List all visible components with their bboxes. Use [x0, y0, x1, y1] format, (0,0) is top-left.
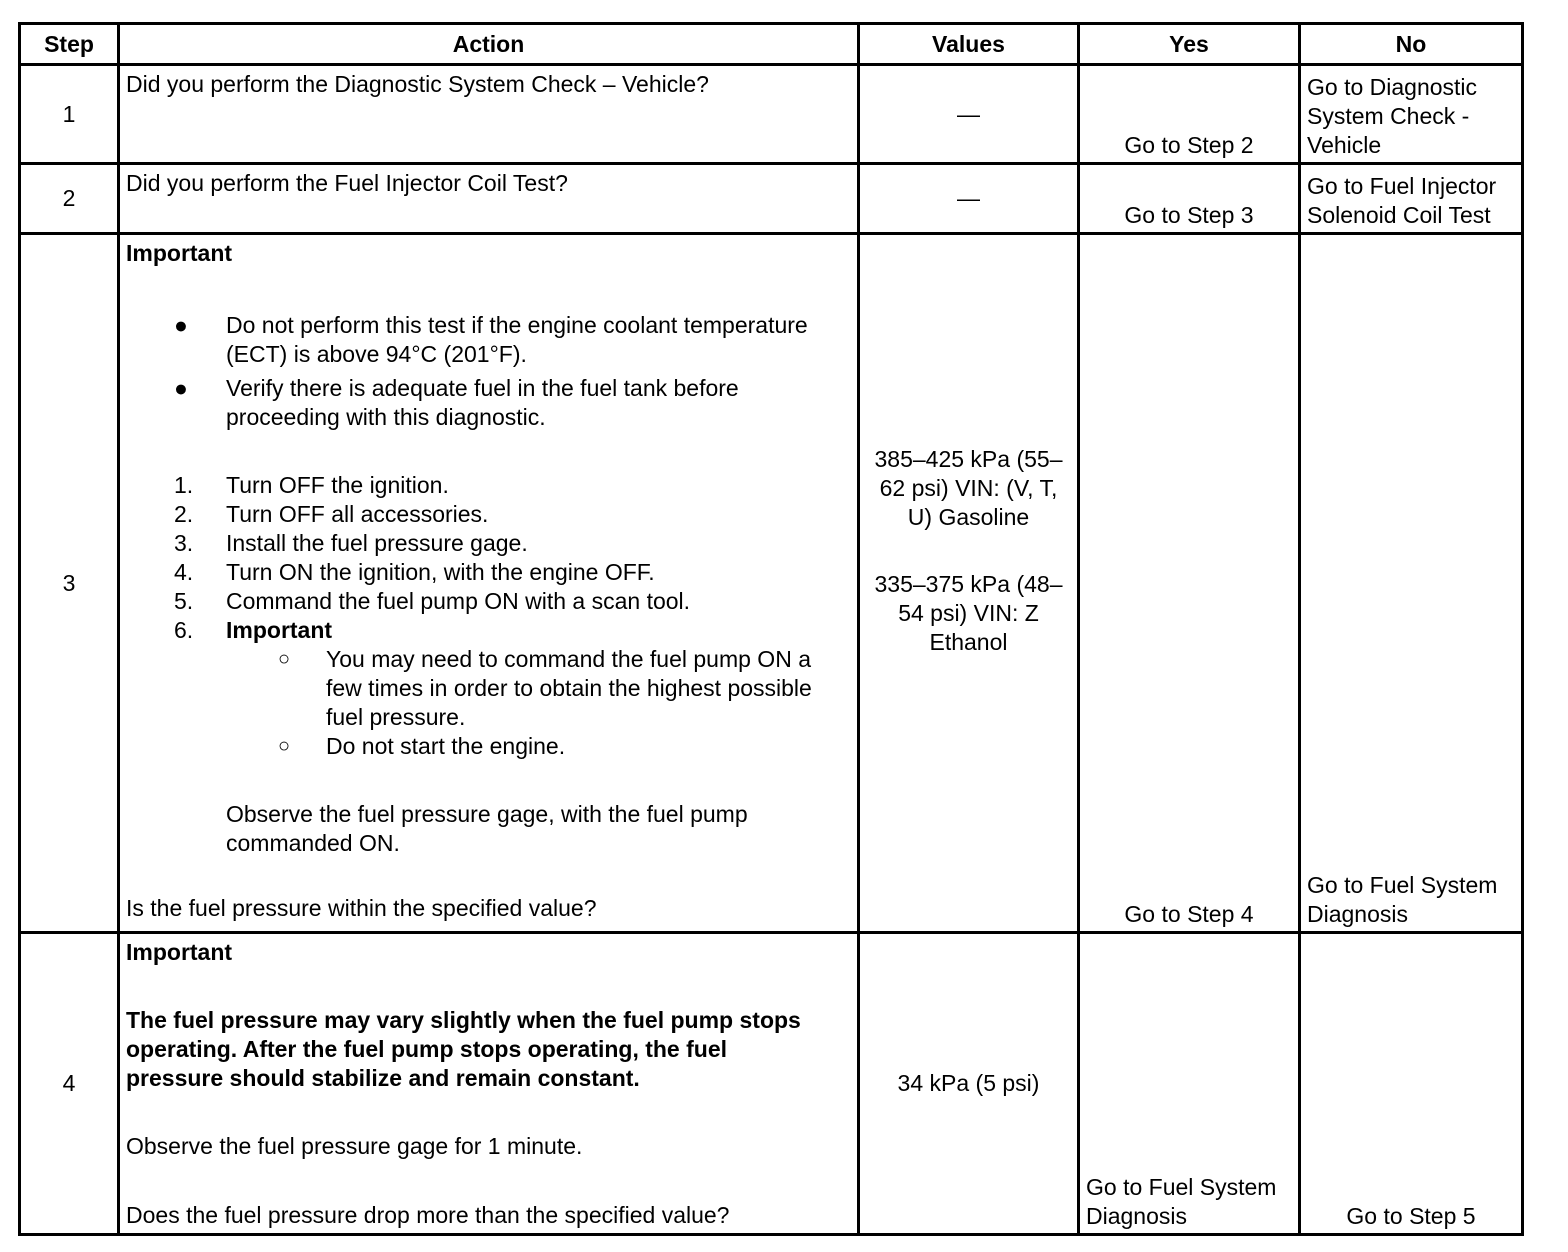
list-item: ○ You may need to command the fuel pump ON a few times in order to obtain the highest possible fuel pressure. — [278, 646, 812, 730]
diagnostic-table — [18, 22, 1524, 1236]
header-values: Values — [859, 24, 1079, 65]
no-link[interactable]: Go to Fuel Injector Solenoid Coil Test — [1300, 164, 1523, 234]
values-text: — — [859, 65, 1079, 164]
action-cell — [119, 234, 859, 933]
no-link[interactable]: Go to Step 5 — [1300, 933, 1523, 1235]
header-no: No — [1300, 24, 1523, 65]
yes-link[interactable]: Go to Fuel System Diagnosis — [1079, 933, 1300, 1235]
question-text: Is the fuel pressure within the specified value? — [126, 895, 597, 921]
bullet-icon: ● — [174, 375, 188, 401]
list-item: ● Do not perform this test if the engine coolant temperature (ECT) is above 94°C (201°F). — [174, 312, 808, 367]
action-cell — [119, 933, 859, 1235]
step-number: 1 — [20, 65, 119, 164]
list-item: 1. Turn OFF the ignition. — [174, 472, 449, 498]
list-item: ● Verify there is adequate fuel in the fuel tank before proceeding with this diagnostic. — [174, 375, 739, 430]
observe-text: Observe the fuel pressure gage, with the fuel pump commanded ON. — [226, 801, 748, 856]
yes-link[interactable]: Go to Step 4 — [1079, 234, 1300, 933]
header-row — [20, 24, 1523, 65]
values-cell — [859, 234, 1079, 933]
important-heading: Important — [126, 939, 233, 965]
sub-list — [226, 645, 851, 761]
circle-bullet-icon: ○ — [278, 735, 291, 757]
list-item: 6. Important ○ You may need to command the fuel pump ON a few times in order to obtain the highest possible fuel pressure. ○ Do not start the engine. — [126, 616, 851, 761]
header-step: Step — [20, 24, 119, 65]
list-item: ○ Do not start the engine. — [278, 733, 566, 759]
observe-text: Observe the fuel pressure gage for 1 minute. — [126, 1133, 583, 1159]
list-item: 4. Turn ON the ignition, with the engine OFF. — [174, 559, 655, 585]
value-gasoline: 385–425 kPa (55–62 psi) VIN: (V, T, U) Gasoline — [874, 446, 1063, 530]
list-item: 3. Install the fuel pressure gage. — [174, 530, 528, 556]
step-number: 2 — [20, 164, 119, 234]
action-text: Did you perform the Fuel Injector Coil Test? — [119, 164, 859, 234]
table-row — [20, 65, 1523, 164]
important-heading: Important — [126, 240, 233, 266]
important-bullets — [126, 311, 851, 432]
step-number: 3 — [20, 234, 119, 933]
list-item: 5. Command the fuel pump ON with a scan tool. — [174, 588, 691, 614]
header-yes: Yes — [1079, 24, 1300, 65]
table-row — [20, 933, 1523, 1235]
values-text: — — [859, 164, 1079, 234]
question-text: Does the fuel pressure drop more than the specified value? — [126, 1202, 730, 1228]
bullet-icon: ● — [174, 312, 188, 338]
table-row — [20, 164, 1523, 234]
values-text: 34 kPa (5 psi) — [859, 933, 1079, 1235]
yes-link[interactable]: Go to Step 2 — [1079, 65, 1300, 164]
important-note: The fuel pressure may vary slightly when the fuel pump stops operating. After the fuel pump stops operating, the fuel pressure should stabilize and remain constant. — [126, 1007, 801, 1091]
no-link[interactable]: Go to Diagnostic System Check - Vehicle — [1300, 65, 1523, 164]
list-item: 2. Turn OFF all accessories. — [174, 501, 489, 527]
action-text: Did you perform the Diagnostic System Check – Vehicle? — [119, 65, 859, 164]
circle-bullet-icon: ○ — [278, 648, 291, 670]
value-ethanol: 335–375 kPa (48–54 psi) VIN: Z Ethanol — [874, 571, 1063, 655]
procedure-steps — [126, 471, 851, 761]
header-action: Action — [119, 24, 859, 65]
yes-link[interactable]: Go to Step 3 — [1079, 164, 1300, 234]
step-number: 4 — [20, 933, 119, 1235]
table-row — [20, 234, 1523, 933]
no-link[interactable]: Go to Fuel System Diagnosis — [1300, 234, 1523, 933]
